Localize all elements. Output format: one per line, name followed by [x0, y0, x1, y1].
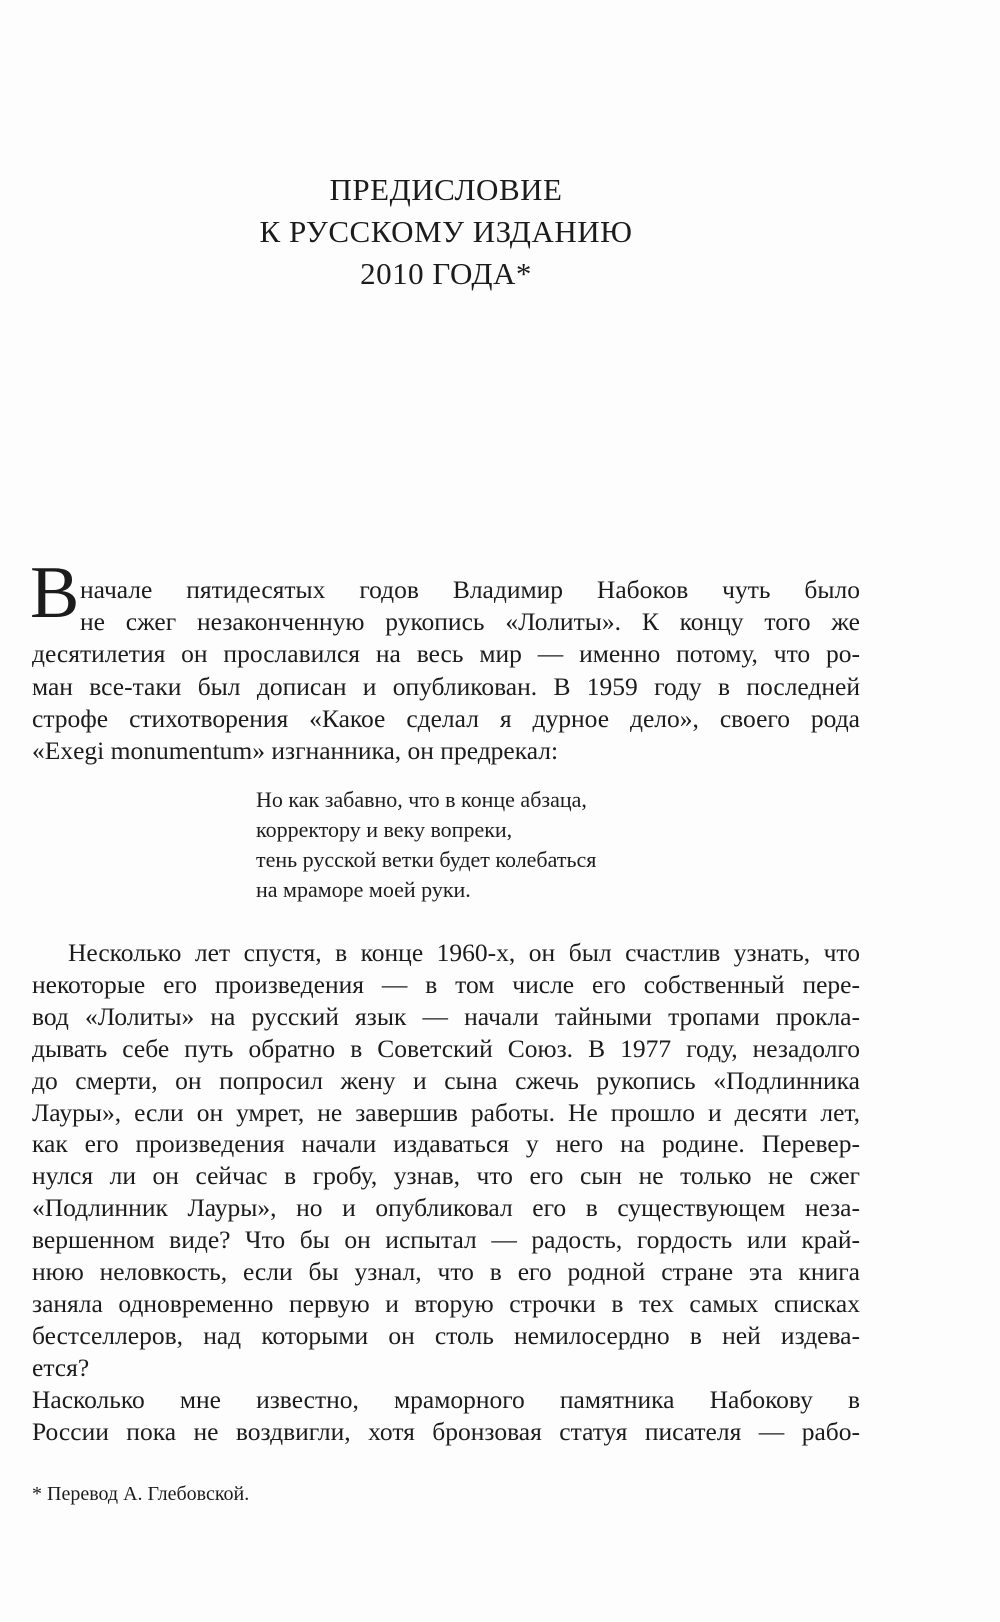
text-line: бестселлеров, над которыми он столь немилосердно в ней издева- — [32, 1320, 860, 1350]
text-line: нулся ли он сейчас в гробу, узнав, что его сын не только не сжег — [32, 1161, 860, 1191]
poem-line: корректору и веку вопреки, — [256, 817, 513, 842]
text-line: как его произведения начали издаваться у него на родине. Перевер- — [32, 1129, 860, 1159]
text-line: Насколько мне известно, мраморного памятника Набокову в — [32, 1385, 860, 1414]
text-line: вод «Лолиты» на русский язык — начали тайными тропами прокла- — [32, 1001, 860, 1031]
text-line: вершенном виде? Что бы он испытал — радость, гордость или край- — [32, 1225, 860, 1255]
text-line: десятилетия он прославился на весь мир — именно потому, что ро- — [32, 639, 860, 669]
text-line: России пока не воздвигли, хотя бронзовая статуя писателя — рабо- — [32, 1417, 860, 1446]
text-line: Несколько лет спустя, в конце 1960-х, он был счастлив узнать, что — [68, 938, 860, 967]
text-line: до смерти, он попросил жену и сына сжечь рукопись «Подлинника — [32, 1065, 860, 1095]
drop-cap: В — [30, 552, 80, 634]
text-line: заняла одновременно первую и вторую строчки в тех самых списках — [32, 1288, 860, 1318]
footnote: * Перевод А. Глебовской. — [32, 1483, 250, 1505]
page-title-line-2: К РУССКОМУ ИЗДАНИЮ — [259, 214, 633, 249]
text-line: начале пятидесятых годов Владимир Набоков чуть было — [80, 575, 860, 604]
text-line: не сжег незаконченную рукопись «Лолиты». К концу того же — [80, 607, 860, 637]
text-line: ман все-таки был дописан и опубликован. В 1959 году в последней — [32, 671, 860, 701]
text-line: строфе стихотворения «Какое сделал я дурное дело», своего рода — [32, 703, 860, 733]
poem-line: тень русской ветки будет колебаться — [256, 847, 597, 872]
text-line: «Подлинник Лауры», но и опубликовал его в существующем неза- — [32, 1193, 860, 1223]
text-line: Лауры», если он умрет, не завершив работы. Не прошло и десяти лет, — [32, 1097, 860, 1127]
text-line: некоторые его произведения — в том числе его собственный пере- — [32, 969, 860, 999]
page-title-line-1: ПРЕДИСЛОВИЕ — [329, 172, 563, 207]
poem-line: на мраморе моей руки. — [256, 877, 471, 902]
text-line: ется? — [32, 1352, 90, 1382]
text-line: нюю неловкость, если бы узнал, что в его родной стране эта книга — [32, 1257, 860, 1286]
text-line: дывать себе путь обратно в Советский Союз. В 1977 году, незадолго — [32, 1033, 860, 1063]
page-title-line-3: 2010 ГОДА* — [360, 256, 532, 291]
poem-line: Но как забавно, что в конце абзаца, — [256, 787, 587, 812]
text-line: «Exegi monumentum» изгнанника, он предрекал: — [32, 736, 559, 765]
